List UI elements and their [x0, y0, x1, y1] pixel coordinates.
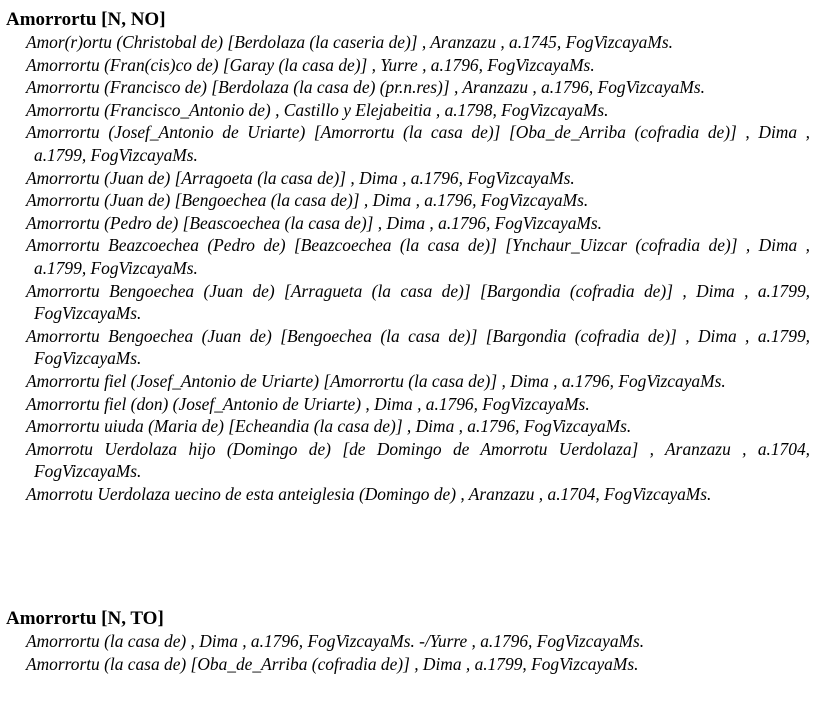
entry-group-n-no: [6, 8, 812, 505]
section-heading: Amorrortu [N, TO]: [6, 608, 164, 629]
list-item: Amorrotu Uerdolaza uecino de esta anteiglesia (Domingo de) , Aranzazu , a.1704, FogVizcayaMs.: [26, 483, 712, 504]
list-item: Amorrortu (Juan de) [Arragoeta (la casa de)] , Dima , a.1796, FogVizcayaMs.: [26, 167, 575, 188]
list-item: Amorrortu (Francisco de) [Berdolaza (la casa de) (pr.n.res)] , Aranzazu , a.1796, FogVizcayaMs.: [26, 77, 705, 98]
list-item: Amorrortu (Pedro de) [Beascoechea (la casa de)] , Dima , a.1796, FogVizcayaMs.: [26, 212, 603, 233]
entry-list: [6, 630, 812, 675]
section-heading: Amorrortu [N, NO]: [6, 9, 166, 30]
list-item: Amor(r)ortu (Christobal de) [Berdolaza (la caseria de)] , Aranzazu , a.1745, FogVizcayaMs.: [26, 32, 673, 52]
list-item: Amorrortu Bengoechea (Juan de) [Bengoechea (la casa de)] [Bargondia (cofradia de)] , Dima , a.1799, FogVizcayaMs.: [26, 325, 810, 369]
list-item: Amorrotu Uerdolaza hijo (Domingo de) [de Domingo de Amorrotu Uerdolaza] , Aranzazu , a.1704, FogVizcayaMs.: [26, 438, 810, 482]
list-item: Amorrortu fiel (Josef_Antonio de Uriarte) [Amorrortu (la casa de)] , Dima , a.1796, FogVizcayaMs.: [26, 370, 726, 391]
entry-list: [6, 31, 812, 505]
entry-group-n-to: [6, 607, 812, 675]
list-item: Amorrortu Beazcoechea (Pedro de) [Beazcoechea (la casa de)] [Ynchaur_Uizcar (cofradia de)] , Dima , a.1799, FogVizcayaMs.: [26, 235, 810, 278]
list-item: Amorrortu Bengoechea (Juan de) [Arragueta (la casa de)] [Bargondia (cofradia de)] , Dima , a.1799, FogVizcayaMs.: [26, 280, 810, 324]
list-item: Amorrortu uiuda (Maria de) [Echeandia (la casa de)] , Dima , a.1796, FogVizcayaMs.: [26, 416, 632, 437]
list-item: Amorrortu (Juan de) [Bengoechea (la casa de)] , Dima , a.1796, FogVizcayaMs.: [26, 190, 589, 211]
list-item: Amorrortu fiel (don) (Josef_Antonio de Uriarte) , Dima , a.1796, FogVizcayaMs.: [26, 393, 590, 414]
list-item: Amorrortu (la casa de) [Oba_de_Arriba (cofradia de)] , Dima , a.1799, FogVizcayaMs.: [26, 653, 639, 674]
list-item: Amorrortu (Francisco_Antonio de) , Castillo y Elejabeitia , a.1798, FogVizcayaMs.: [26, 99, 609, 120]
list-item: Amorrortu (Josef_Antonio de Uriarte) [Amorrortu (la casa de)] [Oba_de_Arriba (cofradia de)] , Dima , a.1799, FogVizcayaMs.: [26, 122, 810, 165]
list-item: Amorrortu (la casa de) , Dima , a.1796, FogVizcayaMs. -/Yurre , a.1796, FogVizcayaMs.: [26, 631, 645, 651]
list-item: Amorrortu (Fran(cis)co de) [Garay (la casa de)] , Yurre , a.1796, FogVizcayaMs.: [26, 54, 595, 75]
